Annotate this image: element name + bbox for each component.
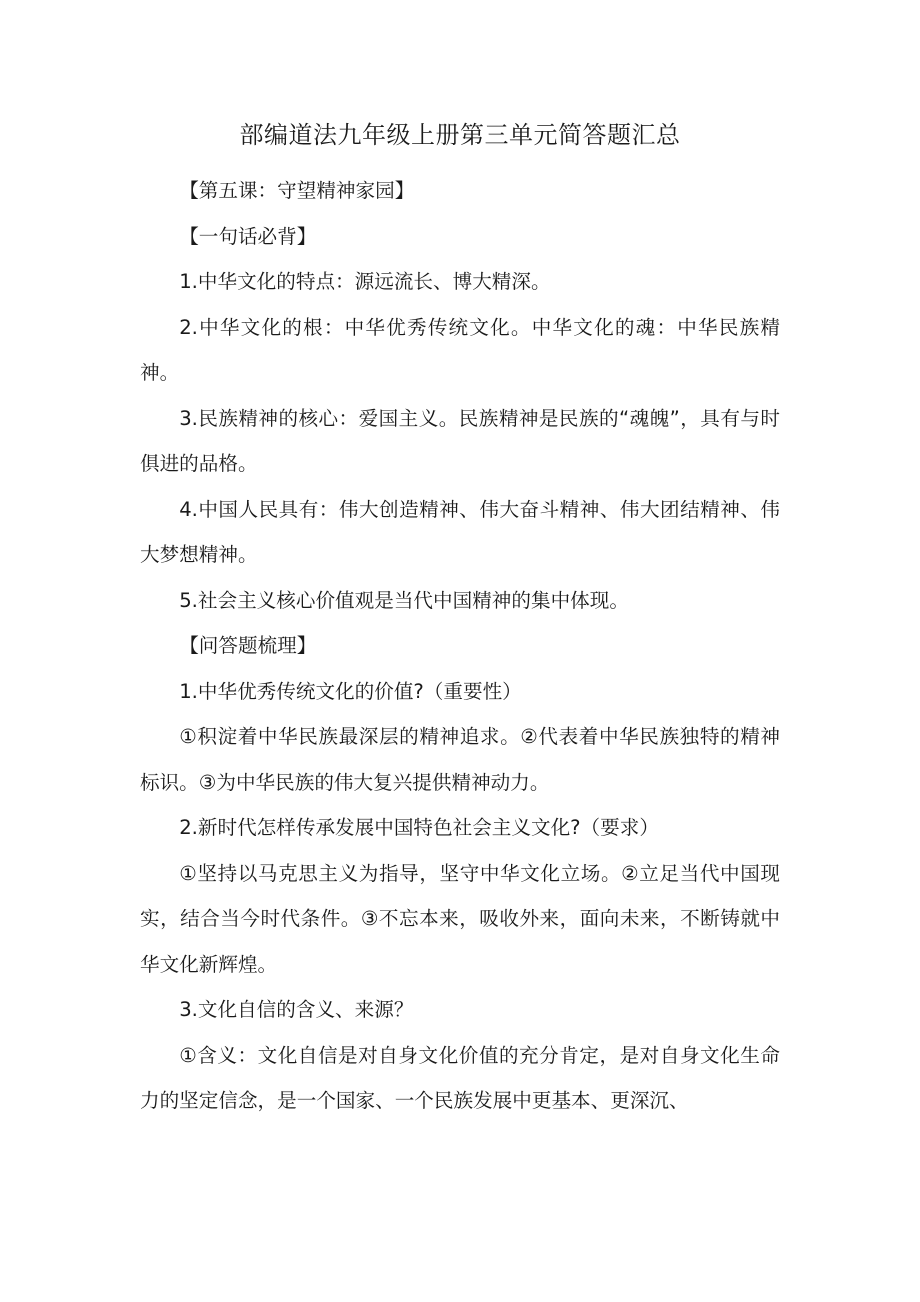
answer: ①坚持以马克思主义为指导，坚守中华文化立场。②立足当代中国现实，结合当今时代条件。③不忘本来，吸收外来，面向未来，不断铸就中华文化新辉煌。 <box>140 861 780 976</box>
answer: ①积淀着中华民族最深层的精神追求。②代表着中华民族独特的精神标识。③为中华民族的伟大复兴提供精神动力。 <box>140 725 780 794</box>
paragraph: 1.中华文化的特点：源远流长、博大精深。 <box>179 270 551 293</box>
paragraph: 5.社会主义核心价值观是当代中国精神的集中体现。 <box>179 588 629 612</box>
paragraph: 3.民族精神的核心：爱国主义。民族精神是民族的“魂魄”，具有与时俱进的品格。 <box>140 406 780 475</box>
question: 3.文化自信的含义、来源？ <box>179 998 414 1021</box>
section-heading-lesson5: 【第五课：守望精神家园】 <box>179 179 415 202</box>
section-heading-must-memorize: 【一句话必背】 <box>179 224 317 248</box>
question: 2.新时代怎样传承发展中国特色社会主义文化?（要求） <box>179 816 659 839</box>
paragraph: 2.中华文化的根：中华优秀传统文化。中华文化的魂：中华民族精神。 <box>140 315 780 384</box>
question: 1.中华优秀传统文化的价值?（重要性） <box>179 679 522 703</box>
section-heading-qa: 【问答题梳理】 <box>179 634 317 657</box>
document-body <box>140 168 780 1124</box>
paragraph: 4.中国人民具有：伟大创造精神、伟大奋斗精神、伟大团结精神、伟大梦想精神。 <box>140 497 780 566</box>
answer: ①含义：文化自信是对自身文化价值的充分肯定，是对自身文化生命力的坚定信念，是一个国家、一个民族发展中更基本、更深沉、 <box>140 1043 780 1112</box>
document-title: 部编道法九年级上册第三单元简答题汇总 <box>239 121 681 149</box>
